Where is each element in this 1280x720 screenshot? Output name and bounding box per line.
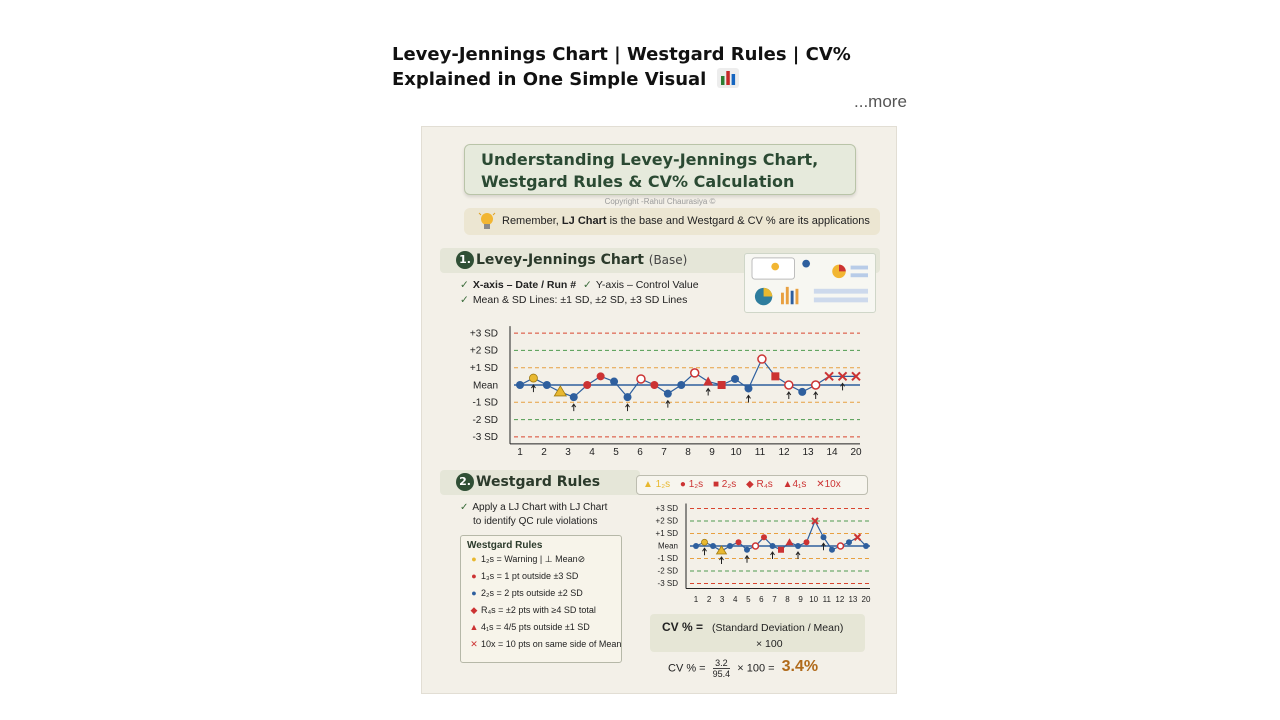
- westgard-lj-chart: [630, 501, 880, 607]
- rule-row: [461, 602, 621, 619]
- section-2-number: 2.: [456, 473, 474, 491]
- cv-formula-box: [650, 614, 865, 652]
- data-point: [543, 381, 551, 389]
- arrow-icon: [796, 552, 800, 559]
- rule-marker-icon: ✕: [470, 639, 478, 649]
- data-point: [702, 539, 708, 545]
- post-title-line-2-text: Explained in One Simple Visual: [392, 69, 707, 90]
- x-tick-label: 9: [798, 595, 803, 604]
- dashboard-illustration-icon: [744, 253, 876, 313]
- data-point: [583, 381, 591, 389]
- data-point: [731, 375, 739, 383]
- bar-chart-emoji-icon: [717, 68, 739, 88]
- y-tick-label: Mean: [472, 380, 498, 392]
- data-point: [786, 538, 794, 545]
- lightbulb-icon: [478, 211, 496, 233]
- arrow-icon: [746, 395, 750, 402]
- cv-calc-numerator: 3.2: [713, 658, 731, 669]
- data-point: [516, 381, 524, 389]
- x-tick-label: 13: [848, 595, 858, 604]
- data-point: [727, 543, 733, 549]
- data-point: [717, 546, 727, 554]
- x-tick-label: 2: [706, 595, 712, 604]
- x-tick-label: 7: [772, 595, 777, 604]
- infographic-image: [421, 126, 897, 694]
- data-point: [758, 355, 766, 363]
- legend-item-2-2s: ■ 2₂s: [712, 479, 737, 490]
- y-tick-label: -2 SD: [657, 566, 678, 576]
- rule-row: [461, 568, 621, 585]
- arrow-icon: [531, 385, 535, 392]
- x-tick-label: 6: [637, 447, 643, 458]
- x-tick-label: 11: [822, 595, 831, 604]
- data-point: [693, 543, 699, 549]
- data-point: [744, 384, 752, 392]
- y-tick-label: +2 SD: [655, 516, 678, 526]
- x-tick-label: 7: [661, 447, 667, 458]
- arrow-icon: [572, 404, 576, 411]
- data-point: [718, 381, 726, 389]
- data-point: [838, 543, 844, 549]
- x-tick-label: 11: [754, 447, 766, 458]
- reminder-box: [464, 208, 880, 235]
- x-tick-label: 4: [589, 447, 595, 458]
- data-point: [821, 534, 827, 540]
- data-point: [677, 381, 685, 389]
- data-point: [804, 539, 810, 545]
- apply-line-1: Apply a LJ Chart with LJ Chart: [472, 502, 608, 513]
- x-tick-label: 6: [759, 595, 764, 604]
- data-point: [744, 547, 750, 553]
- x-tick-label: 2: [541, 447, 547, 458]
- data-point: [703, 377, 713, 386]
- cv-formula-denominator: × 100: [756, 638, 783, 650]
- data-point: [554, 386, 566, 396]
- arrow-icon: [814, 392, 818, 399]
- data-point: [771, 372, 779, 380]
- data-point: [829, 547, 835, 553]
- y-tick-label: +3 SD: [655, 504, 678, 514]
- reminder-bold: LJ Chart: [561, 215, 607, 227]
- data-point: [710, 543, 716, 549]
- data-point: [624, 393, 632, 401]
- apply-text: ✓ Apply a LJ Chart with LJ Chart to identify QC rule violations: [460, 502, 608, 527]
- data-point: [855, 534, 861, 540]
- cv-formula-lhs: CV % =: [662, 620, 704, 634]
- reminder-pre: Remember,: [502, 215, 562, 227]
- section-1-number: 1.: [456, 251, 474, 269]
- levey-jennings-chart: [442, 321, 882, 461]
- data-point: [529, 374, 537, 382]
- x-tick-label: 1: [693, 595, 699, 604]
- rule-marker-icon: ●: [471, 588, 477, 598]
- data-point: [795, 543, 801, 549]
- post-title: [392, 42, 851, 92]
- cv-calc-fraction: [713, 658, 731, 679]
- x-tick-label: 12: [835, 595, 845, 604]
- rule-row: [461, 551, 621, 568]
- x-tick-label: 14: [826, 447, 838, 458]
- legend-item-4-1s: ▲4₁s: [782, 479, 807, 490]
- bullet-row-lines: ✓ Mean & SD Lines: ±1 SD, ±2 SD, ±3 SD Lines: [460, 294, 688, 306]
- rules-box-title: Westgard Rules: [467, 540, 543, 551]
- data-point: [570, 393, 578, 401]
- data-point: [664, 390, 672, 398]
- cv-calc-lhs: CV % =: [668, 662, 706, 675]
- westgard-rules-box: [460, 535, 622, 663]
- data-point: [753, 543, 759, 549]
- x-tick-label: 8: [785, 595, 790, 604]
- data-point: [812, 381, 820, 389]
- post-title-line-1: Levey-Jennings Chart | Westgard Rules | CV%: [392, 44, 851, 65]
- rule-text: 2₂s = 2 pts outside ±2 SD: [481, 588, 583, 598]
- cv-formula-numerator: (Standard Deviation / Mean): [712, 622, 844, 634]
- copyright-text: Copyright -Rahul Chaurasiya ©: [604, 197, 716, 206]
- y-tick-label: Mean: [657, 541, 678, 551]
- rule-marker-icon: ●: [471, 571, 477, 581]
- apply-line-2: to identify QC rule violations: [473, 516, 598, 527]
- rule-row: [461, 619, 621, 636]
- rule-text: 10x = 10 pts on same side of Mean: [481, 639, 622, 649]
- rule-row: [461, 585, 621, 602]
- x-tick-label: 4: [733, 595, 738, 604]
- x-tick-label: 20: [861, 595, 871, 604]
- x-tick-label: 10: [809, 595, 819, 604]
- cv-result: 3.4%: [781, 658, 819, 676]
- x-tick-label: 1: [517, 447, 523, 458]
- data-point: [637, 375, 645, 383]
- more-link[interactable]: ...more: [854, 92, 907, 111]
- x-tick-label: 13: [802, 447, 814, 458]
- y-tick-label: -2 SD: [472, 414, 498, 426]
- section-1-title: Levey-Jennings Chart: [476, 252, 644, 268]
- arrow-icon: [666, 401, 670, 408]
- data-point: [736, 539, 742, 545]
- arrow-icon: [706, 389, 710, 396]
- x-tick-label: 20: [850, 447, 862, 458]
- arrow-icon: [771, 552, 775, 559]
- bullet-y-axis: Y-axis – Control Value: [595, 279, 699, 291]
- x-tick-label: 5: [746, 595, 751, 604]
- x-tick-label: 5: [613, 447, 619, 458]
- banner-line-2: Westgard Rules & CV% Calculation: [481, 172, 795, 191]
- y-tick-label: +2 SD: [469, 345, 498, 357]
- bullet-x-axis: X-axis – Date / Run #: [472, 279, 577, 291]
- westgard-legend: [636, 475, 868, 495]
- cv-calc-denominator: 95.4: [712, 669, 731, 679]
- section-2-title: Westgard Rules: [476, 474, 601, 490]
- bullet-sd-lines: Mean & SD Lines: ±1 SD, ±2 SD, ±3 SD Lines: [472, 294, 688, 306]
- section-1-subtitle: (Base): [648, 253, 688, 267]
- data-point: [691, 369, 699, 377]
- arrow-icon: [626, 404, 630, 411]
- rule-text: 1₂s = Warning | ⊥ Mean⊘: [481, 554, 586, 564]
- x-tick-label: 3: [719, 595, 725, 604]
- y-tick-label: -1 SD: [472, 397, 498, 409]
- legend-item-1-2s-warning: ▲ 1₂s: [643, 479, 671, 490]
- x-tick-label: 9: [709, 447, 715, 458]
- x-tick-label: 3: [565, 447, 571, 458]
- x-tick-label: 8: [685, 447, 691, 458]
- y-tick-label: -3 SD: [472, 432, 498, 444]
- rule-marker-icon: ●: [471, 554, 477, 564]
- y-tick-label: -3 SD: [657, 579, 678, 589]
- legend-item-r-4s: ◆ R₄s: [746, 479, 773, 490]
- arrow-icon: [703, 548, 707, 555]
- data-point: [846, 539, 852, 545]
- data-point: [610, 378, 618, 386]
- rule-text: 4₁s = 4/5 pts outside ±1 SD: [481, 622, 590, 632]
- reminder-post: is the base and Westgard & CV % are its applications: [606, 215, 870, 227]
- x-tick-label: 12: [778, 447, 790, 458]
- rule-row: [461, 636, 621, 653]
- data-point: [597, 372, 605, 380]
- data-point: [785, 381, 793, 389]
- rule-text: 1₃s = 1 pt outside ±3 SD: [481, 571, 579, 581]
- legend-item-10x: ✕10x: [816, 479, 841, 490]
- arrow-icon: [745, 556, 749, 563]
- infographic-banner: [464, 144, 856, 195]
- section-1-bullets: [460, 278, 699, 308]
- rule-text: R₄s = ±2 pts with ≥4 SD total: [481, 605, 596, 615]
- post-title-line-2: [392, 67, 812, 92]
- cv-calculation: [668, 658, 818, 679]
- y-tick-label: +3 SD: [469, 328, 498, 340]
- data-point: [770, 543, 776, 549]
- bullet-row-axes: ✓ X-axis – Date / Run # ✓ Y-axis – Control Value: [460, 279, 699, 291]
- y-tick-label: +1 SD: [469, 363, 498, 375]
- data-point: [778, 547, 784, 553]
- banner-line-1: Understanding Levey-Jennings Chart,: [481, 150, 819, 169]
- legend-item-1-2s: ● 1₂s: [679, 479, 704, 490]
- section-2-header: [440, 470, 640, 495]
- cv-calc-multiplier: × 100 =: [737, 662, 775, 675]
- x-tick-label: 10: [730, 447, 742, 458]
- rule-marker-icon: ▲: [469, 622, 479, 632]
- data-point: [650, 381, 658, 389]
- y-tick-label: -1 SD: [657, 554, 678, 564]
- y-tick-label: +1 SD: [655, 529, 678, 539]
- data-point: [863, 543, 869, 549]
- rule-marker-icon: ◆: [470, 605, 478, 615]
- arrow-icon: [787, 392, 791, 399]
- data-point: [761, 534, 767, 540]
- data-point: [798, 388, 806, 396]
